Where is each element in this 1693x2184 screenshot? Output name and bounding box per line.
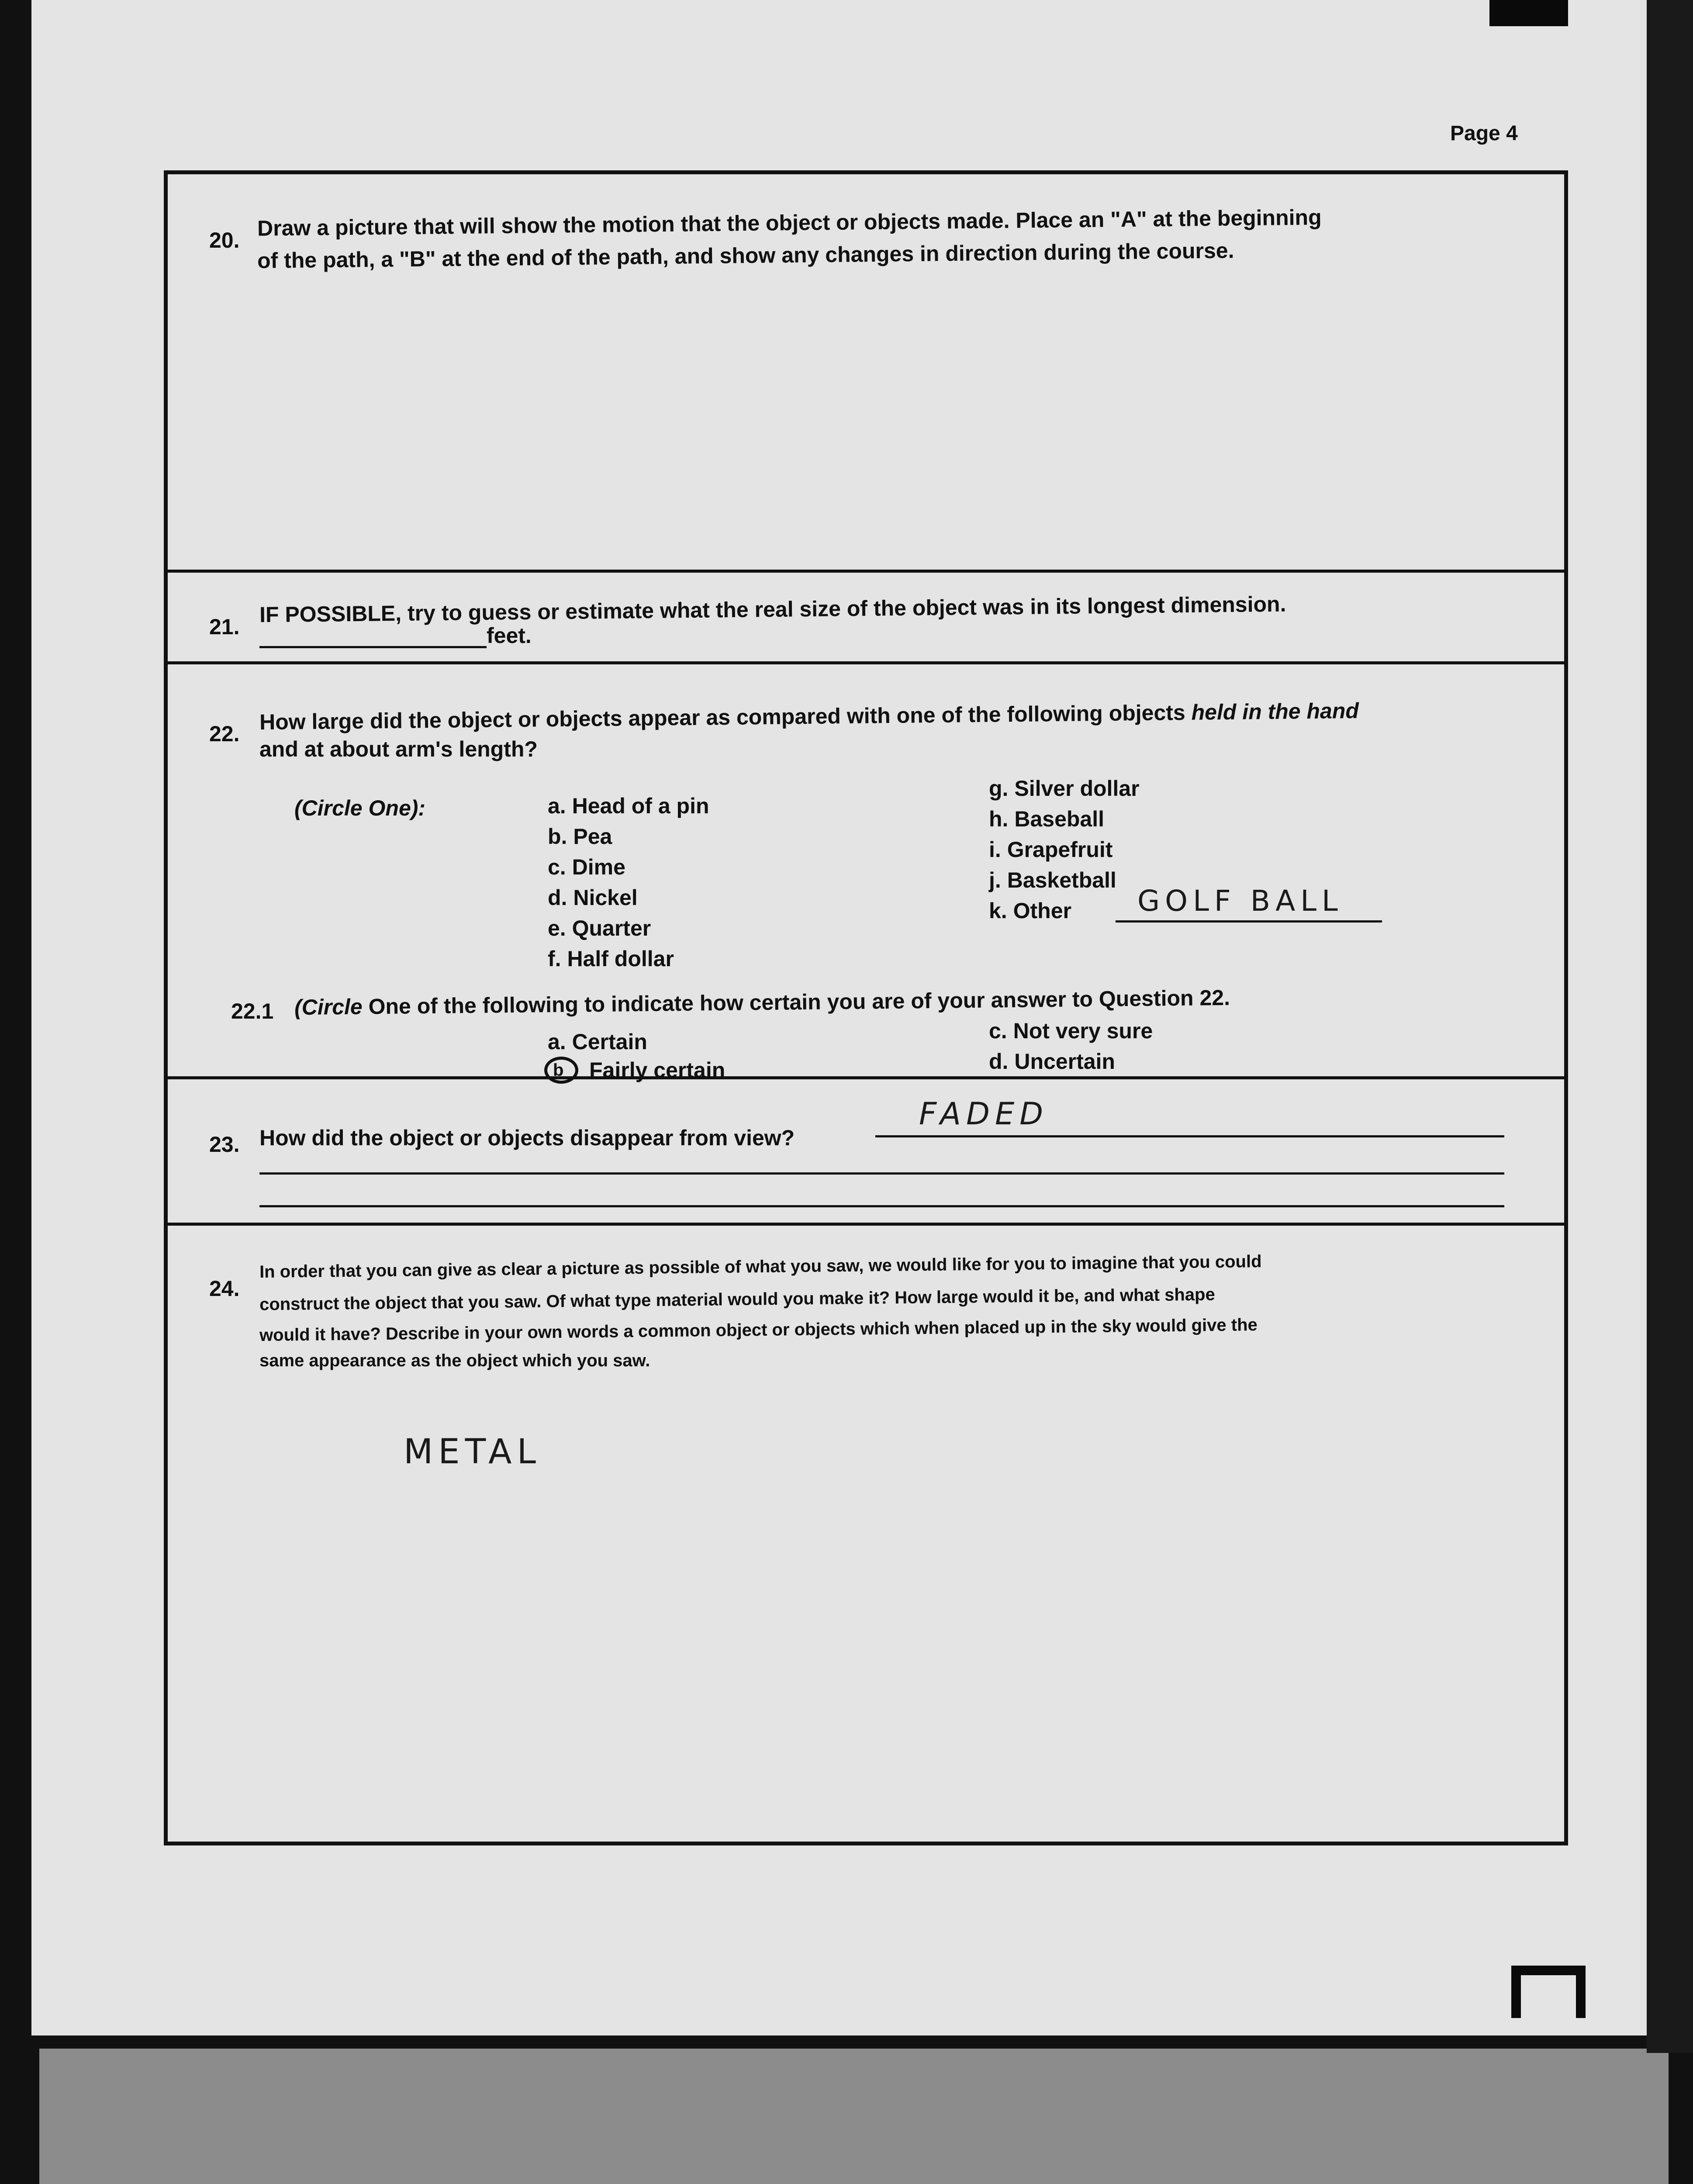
option-j[interactable]: j. Basketball	[989, 868, 1116, 892]
question-number: 20.	[209, 228, 240, 252]
bottom-corner-mark	[1511, 1966, 1586, 2018]
certainty-option-b[interactable]: Fairly certain	[589, 1058, 726, 1082]
question-text: would it have? Describe in your own words a common object or objects which when placed up in the sky would give the	[259, 1315, 1258, 1345]
page-number: Page 4	[1450, 122, 1518, 145]
row-divider	[168, 661, 1564, 664]
row-divider	[168, 1223, 1564, 1226]
option-e[interactable]: e. Quarter	[548, 916, 651, 940]
lower-sheet-background	[39, 2049, 1669, 2184]
question-text: IF POSSIBLE, try to guess or estimate what the real size of the object was in its longest dimension.	[259, 591, 1286, 627]
question-text	[259, 695, 1359, 738]
answer-line[interactable]	[259, 1172, 1504, 1175]
option-f[interactable]: f. Half dollar	[548, 947, 674, 971]
option-c[interactable]: c. Dime	[548, 855, 625, 879]
option-a[interactable]: a. Head of a pin	[548, 794, 709, 818]
question-number: 22.1	[231, 999, 274, 1023]
question-text: same appearance as the object which you saw.	[259, 1351, 650, 1370]
question-text: construct the object that you saw. Of what type material would you make it? How large would it be, and what shape	[259, 1285, 1215, 1314]
material-handwritten-answer: METAL	[404, 1432, 541, 1472]
row-divider	[168, 570, 1564, 573]
circle-instruction: (Circle One):	[294, 796, 426, 820]
certainty-option-a[interactable]: a. Certain	[548, 1030, 647, 1054]
option-k[interactable]: k. Other	[989, 898, 1071, 923]
option-b[interactable]: b. Pea	[548, 824, 612, 849]
question-text-part: How large did the object or objects appear as compared with one of the following objects	[259, 700, 1192, 735]
question-text: (Circle One of the following to indicate how certain you are of your answer to Question 22.	[294, 985, 1230, 1020]
row-divider	[168, 1076, 1564, 1079]
option-d[interactable]: d. Nickel	[548, 885, 638, 910]
top-corner-mark	[1489, 0, 1568, 26]
question-number: 21.	[209, 615, 240, 639]
certainty-option-c[interactable]: c. Not very sure	[989, 1019, 1153, 1043]
question-text: of the path, a "B" at the end of the path, and show any changes in direction during the course.	[257, 238, 1234, 273]
film-edge	[1647, 0, 1693, 2053]
certainty-option-d[interactable]: d. Uncertain	[989, 1049, 1115, 1074]
answer-line[interactable]	[259, 1205, 1504, 1207]
answer-line[interactable]	[875, 1135, 1504, 1137]
option-h[interactable]: h. Baseball	[989, 807, 1105, 831]
questionnaire-form	[164, 170, 1568, 1845]
other-answer-line[interactable]	[1116, 920, 1382, 923]
option-letter-b: b	[553, 1061, 564, 1080]
question-text: and at about arm's length?	[259, 737, 538, 761]
other-handwritten-answer: GOLF BALL	[1137, 884, 1343, 918]
disappear-handwritten-answer: FADED	[919, 1096, 1049, 1132]
question-text: How did the object or objects disappear from view?	[259, 1126, 795, 1150]
question-text-emphasis: held in the hand	[1191, 698, 1359, 725]
option-g[interactable]: g. Silver dollar	[989, 776, 1140, 801]
option-i[interactable]: i. Grapefruit	[989, 837, 1113, 862]
question-number: 23.	[209, 1132, 240, 1157]
size-answer-line[interactable]	[259, 646, 487, 648]
question-text: Draw a picture that will show the motion that the object or objects made. Place an "A" at the beginning	[257, 205, 1322, 241]
question-number: 22.	[209, 722, 240, 746]
question-number: 24.	[209, 1276, 240, 1301]
question-text: In order that you can give as clear a picture as possible of what you saw, we would like for you to imagine that you could	[259, 1251, 1262, 1282]
unit-label: feet.	[487, 623, 532, 648]
